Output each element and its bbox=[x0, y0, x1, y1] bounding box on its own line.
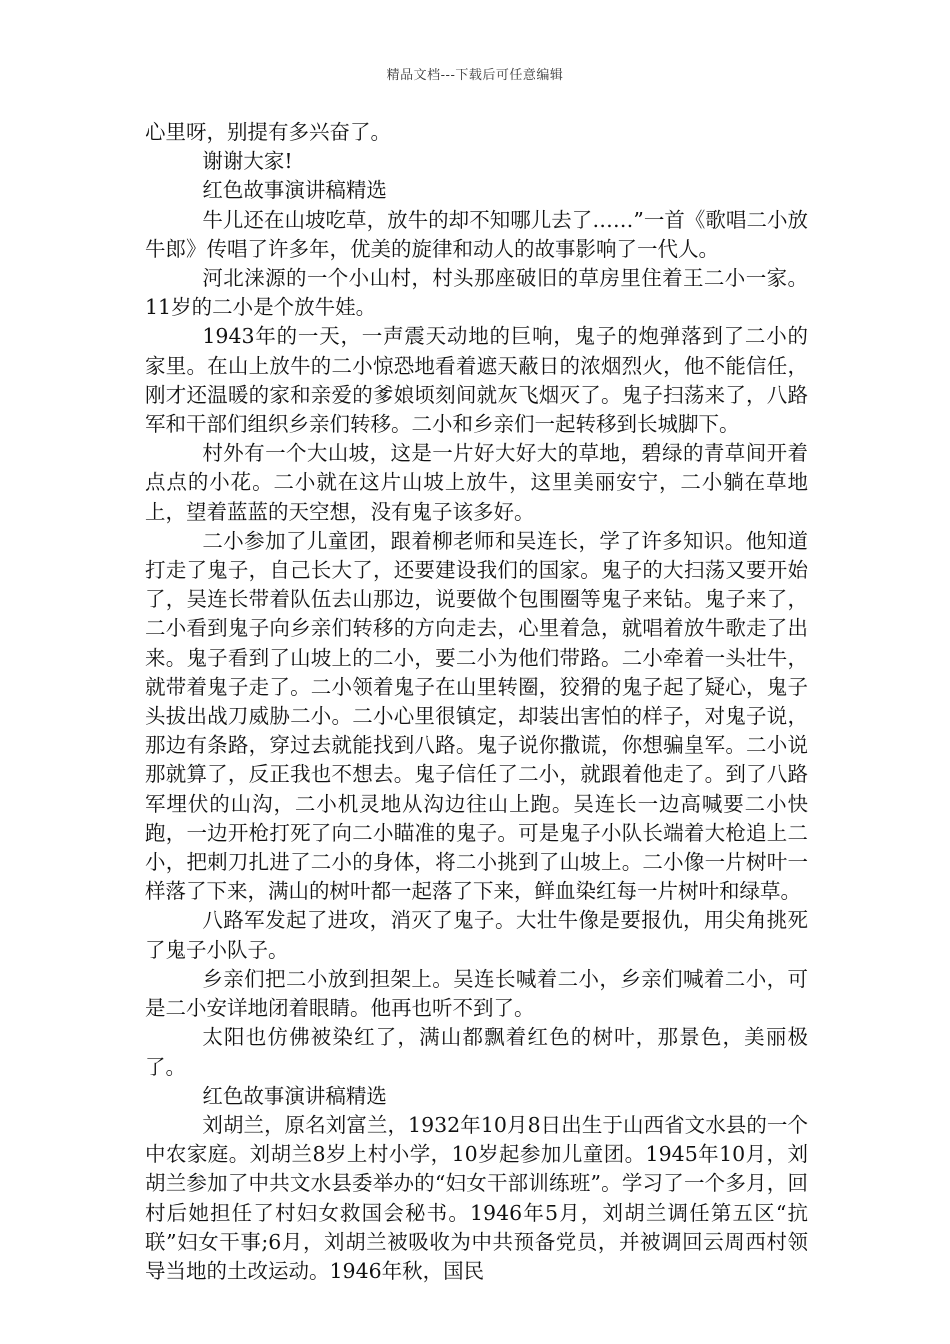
page-header: 精品文档---下载后可任意编辑 bbox=[386, 68, 564, 83]
paragraph: 谢谢大家! bbox=[202, 149, 293, 174]
document-body bbox=[145, 118, 808, 1286]
section-heading: 红色故事演讲稿精选 bbox=[202, 1083, 387, 1108]
paragraph: 太阳也仿佛被染红了，满山都飘着红色的树叶，那景色，美丽极了。 bbox=[145, 1025, 808, 1079]
paragraph: 1943年的一天，一声震天动地的巨响，鬼子的炮弹落到了二小的家里。在山上放牛的二小惊恐地看着遮天蔽日的浓烟烈火，他不能信任，刚才还温暖的家和亲爱的爹娘顷刻间就灰飞烟灭了。鬼子扫荡来了，八路军和干部们组织乡亲们转移。二小和乡亲们一起转移到长城脚下。 bbox=[145, 324, 808, 437]
paragraph: 二小参加了儿童团，跟着柳老师和吴连长，学了许多知识。他知道打走了鬼子，自己长大了，还要建设我们的国家。鬼子的大扫荡又要开始了，吴连长带着队伍去山那边，说要做个包围圈等鬼子来钻。鬼子来了，二小看到鬼子向乡亲们转移的方向走去，心里着急，就唱着放牛歌走了出来。鬼子看到了山坡上的二小，要二小为他们带路。二小牵着一头壮牛，就带着鬼子走了。二小领着鬼子在山里转圈，狡猾的鬼子起了疑心，鬼子头拔出战刀威胁二小。二小心里很镇定，却装出害怕的样子，对鬼子说，那边有条路，穿过去就能找到八路。鬼子说你撒谎，你想骗皇军。二小说那就算了，反正我也不想去。鬼子信任了二小，就跟着他走了。到了八路军埋伏的山沟，二小机灵地从沟边往山上跑。吴连长一边高喊要二小快跑，一边开枪打死了向二小瞄准的鬼子。可是鬼子小队长端着大枪追上二小，把刺刀扎进了二小的身体，将二小挑到了山坡上。二小像一片树叶一样落了下来，满山的树叶都一起落了下来，鲜血染红每一片树叶和绿草。 bbox=[145, 528, 808, 904]
paragraph: 乡亲们把二小放到担架上。吴连长喊着二小，乡亲们喊着二小，可是二小安详地闭着眼睛。他再也听不到了。 bbox=[145, 966, 808, 1021]
paragraph: 牛儿还在山坡吃草，放牛的却不知哪儿去了……”一首《歌唱二小放牛郎》传唱了许多年，优美的旋律和动人的故事影响了一代人。 bbox=[145, 207, 808, 261]
paragraph: 河北涞源的一个小山村，村头那座破旧的草房里住着王二小一家。11岁的二小是个放牛娃。 bbox=[145, 266, 808, 320]
paragraph: 刘胡兰，原名刘富兰，1932年10月8日出生于山西省文水县的一个中农家庭。刘胡兰8岁上村小学，10岁起参加儿童团。1945年10月，刘胡兰参加了中共文水县委举办的“妇女干部训练班”。学习了一个多月，回村后她担任了村妇女救国会秘书。1946年5月，刘胡兰调任第五区“抗联”妇女干事;6月，刘胡兰被吸收为中共预备党员，并被调回云周西村领导当地的土改运动。1946年秋，国民 bbox=[145, 1112, 808, 1283]
section-heading: 红色故事演讲稿精选 bbox=[202, 178, 387, 203]
paragraph: 心里呀，别提有多兴奋了。 bbox=[145, 120, 391, 144]
paragraph: 村外有一个大山坡，这是一片好大好大的草地，碧绿的青草间开着点点的小花。二小就在这片山坡上放牛，这里美丽安宁，二小躺在草地上，望着蓝蓝的天空想，没有鬼子该多好。 bbox=[145, 441, 808, 524]
paragraph: 八路军发起了进攻，消灭了鬼子。大壮牛像是要报仇，用尖角挑死了鬼子小队子。 bbox=[145, 908, 808, 962]
